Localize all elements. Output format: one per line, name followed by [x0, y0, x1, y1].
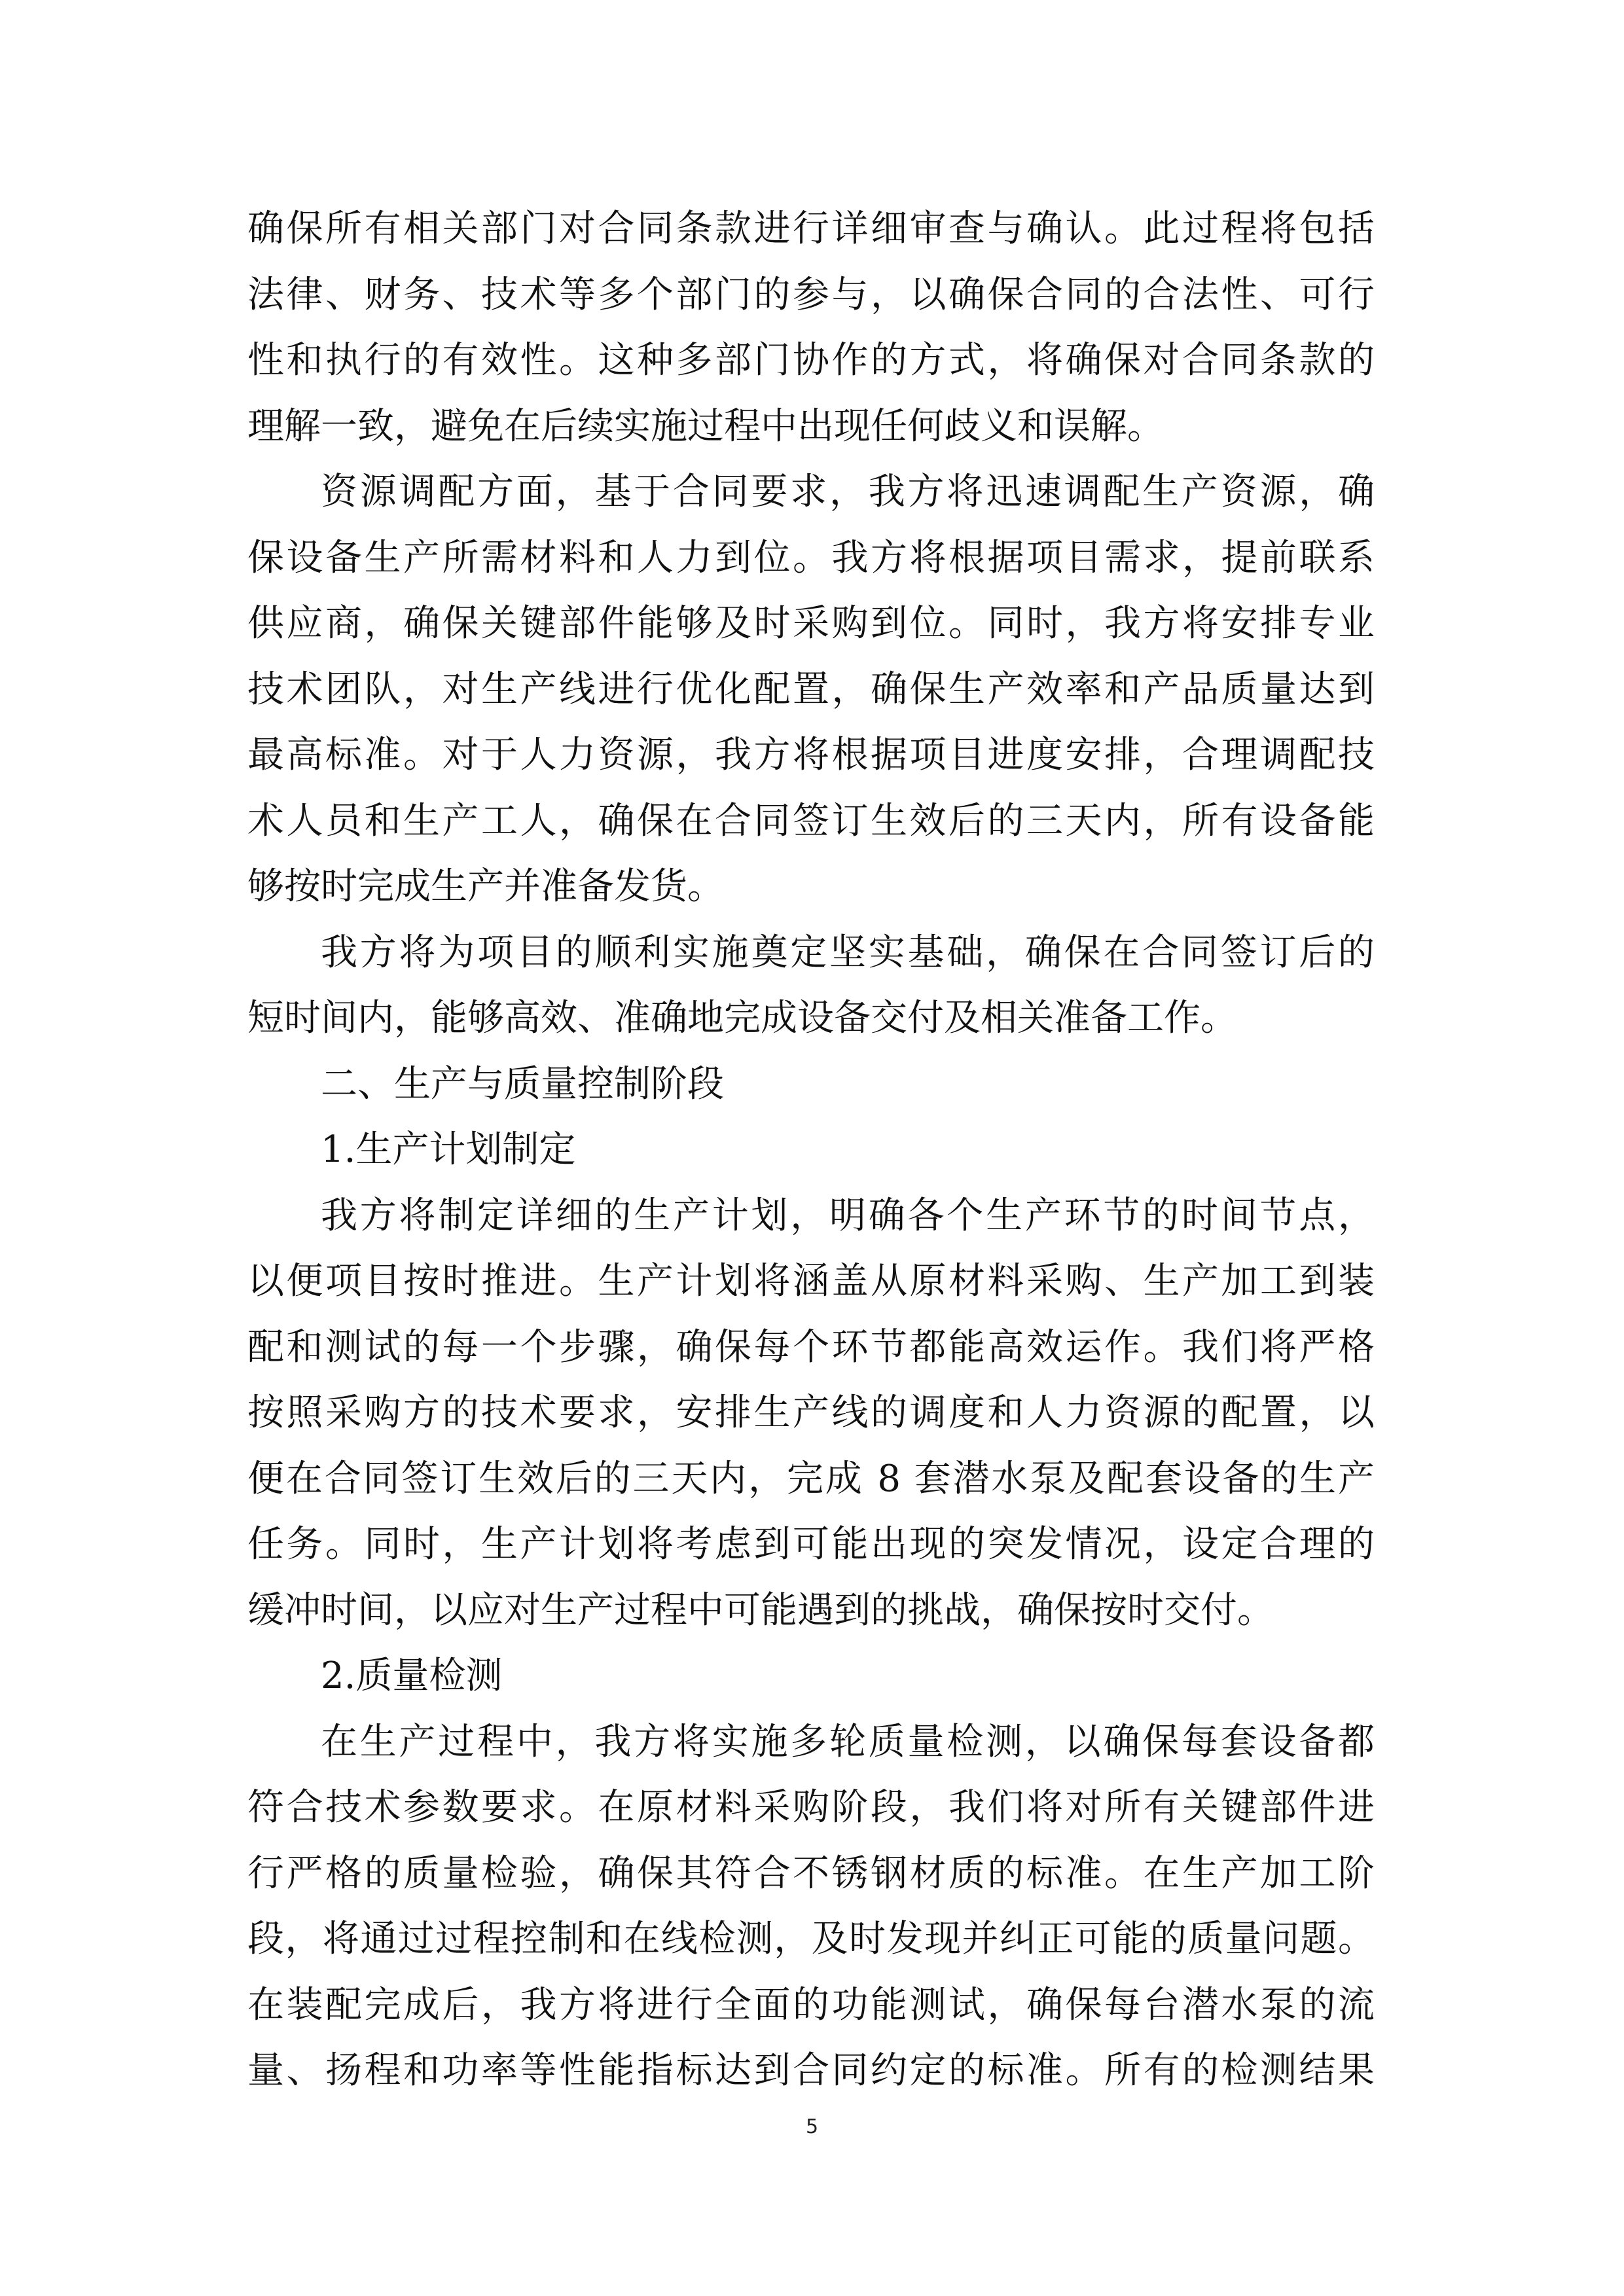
subsection-heading: 1.生产计划制定: [321, 1128, 576, 1171]
body-text: [247, 196, 1375, 2104]
text-line: 量、扬程和功率等性能指标达到合同约定的标准。所有的检测结果: [247, 2049, 1375, 2092]
text-line: 任务。同时，生产计划将考虑到可能出现的突发情况，设定合理的: [247, 1523, 1375, 1566]
text-line: 在生产过程中，我方将实施多轮质量检测，以确保每套设备都: [321, 1720, 1375, 1763]
section-heading: 二、生产与质量控制阶段: [321, 1062, 724, 1105]
text-line: 我方将为项目的顺利实施奠定坚实基础，确保在合同签订后的: [321, 931, 1375, 974]
text-line: 够按时完成生产并准备发货。: [247, 865, 724, 908]
text-line: 最高标准。对于人力资源，我方将根据项目进度安排，合理调配技: [247, 734, 1375, 776]
subsection-heading: 2.质量检测: [321, 1655, 503, 1697]
text-line: 供应商，确保关键部件能够及时采购到位。同时，我方将安排专业: [247, 602, 1375, 645]
text-line: 段，将通过过程控制和在线检测，及时发现并纠正可能的质量问题。: [247, 1918, 1375, 1960]
text-line: 理解一致，避免在后续实施过程中出现任何歧义和误解。: [247, 404, 1164, 448]
text-line: 我方将制定详细的生产计划，明确各个生产环节的时间节点，: [321, 1194, 1375, 1237]
text-line: 法律、财务、技术等多个部门的参与，以确保合同的合法性、可行: [247, 273, 1375, 316]
text-line: 便在合同签订生效后的三天内，完成 8 套潜水泵及配套设备的生产: [247, 1457, 1375, 1500]
text-line: 短时间内，能够高效、准确地完成设备交付及相关准备工作。: [247, 997, 1237, 1039]
text-line: 符合技术参数要求。在原材料采购阶段，我们将对所有关键部件进: [247, 1786, 1375, 1829]
text-line: 确保所有相关部门对合同条款进行详细审查与确认。此过程将包括: [247, 207, 1375, 250]
text-line: 配和测试的每一个步骤，确保每个环节都能高效运作。我们将严格: [247, 1325, 1375, 1369]
text-line: 按照采购方的技术要求，安排生产线的调度和人力资源的配置，以: [247, 1391, 1375, 1434]
text-line: 缓冲时间，以应对生产过程中可能遇到的挑战，确保按时交付。: [247, 1588, 1274, 1632]
text-line: 在装配完成后，我方将进行全面的功能测试，确保每台潜水泵的流: [247, 1983, 1375, 2026]
text-line: 以便项目按时推进。生产计划将涵盖从原材料采购、生产加工到装: [247, 1260, 1375, 1302]
text-line: 行严格的质量检验，确保其符合不锈钢材质的标准。在生产加工阶: [247, 1852, 1375, 1895]
page-number: 5: [805, 2115, 819, 2138]
text-line: 技术团队，对生产线进行优化配置，确保生产效率和产品质量达到: [247, 668, 1375, 711]
text-line: 性和执行的有效性。这种多部门协作的方式，将确保对合同条款的: [247, 339, 1375, 382]
text-line: 资源调配方面，基于合同要求，我方将迅速调配生产资源，确: [321, 471, 1375, 513]
text-line: 保设备生产所需材料和人力到位。我方将根据项目需求，提前联系: [247, 536, 1375, 579]
text-line: 术人员和生产工人，确保在合同签订生效后的三天内，所有设备能: [247, 799, 1375, 842]
